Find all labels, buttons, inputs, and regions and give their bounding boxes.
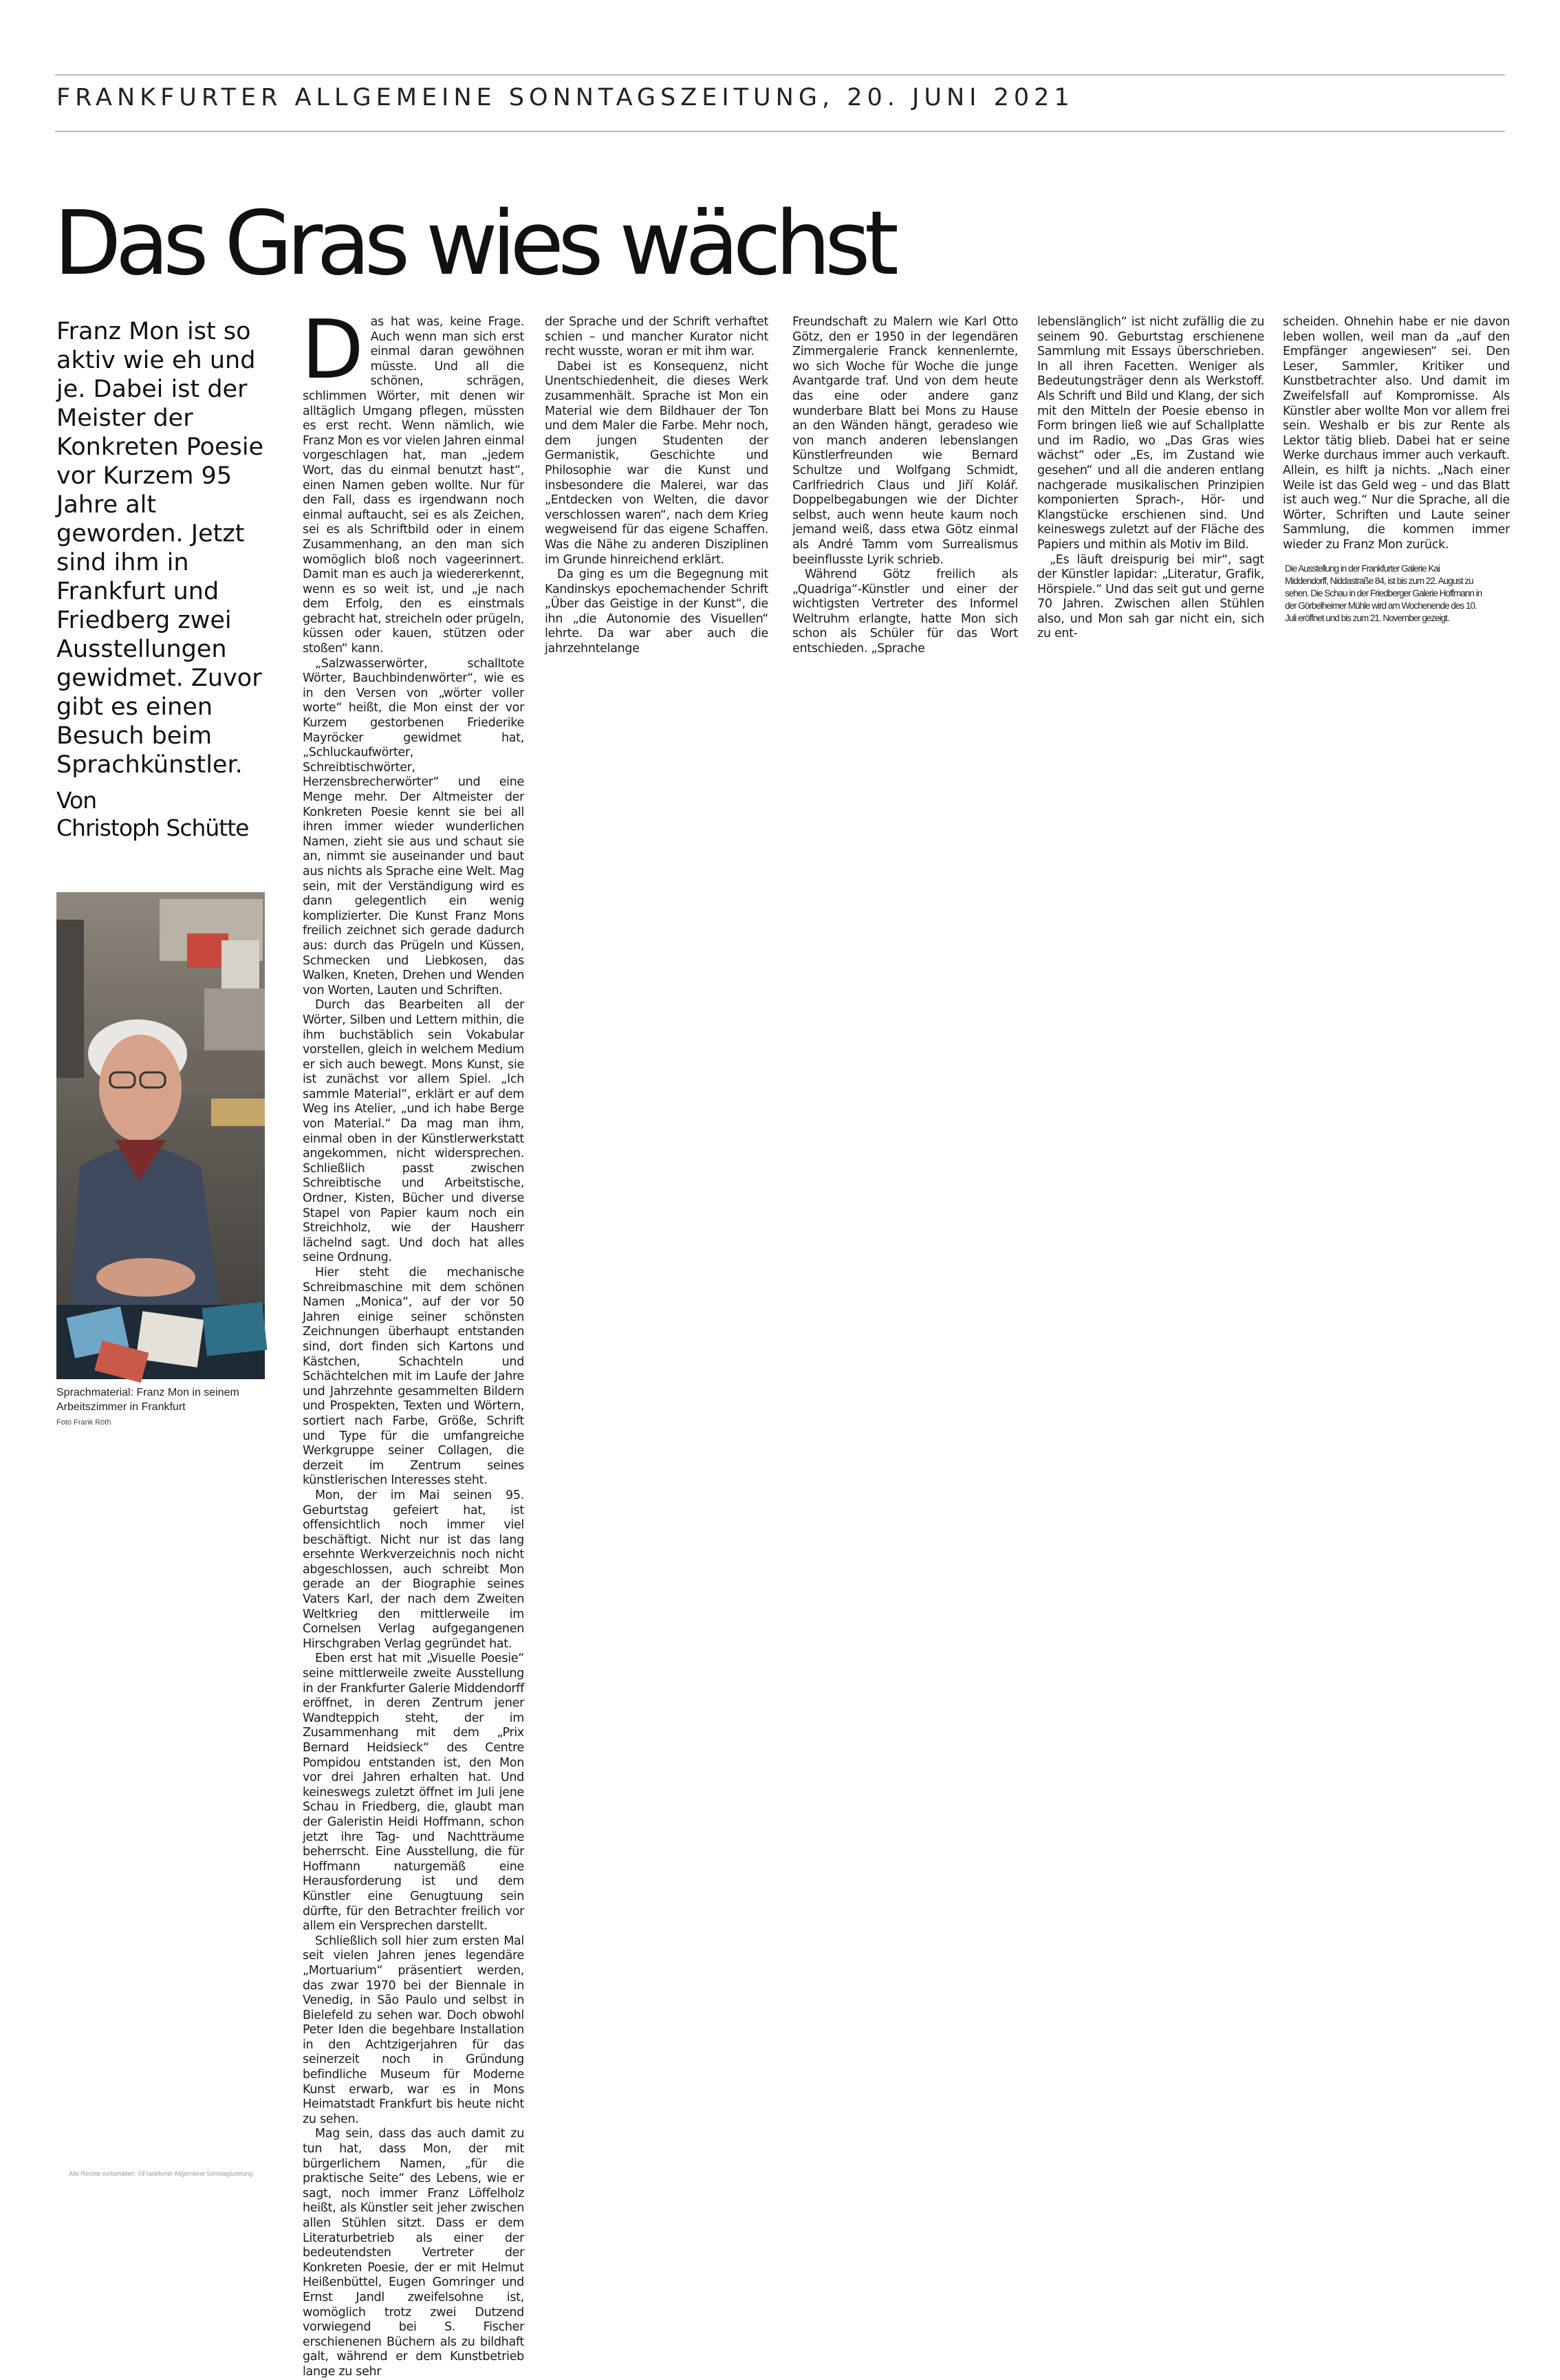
paragraph: lebenslänglich“ ist nicht zufällig die zu seinem 90. Geburtstag erschienene Sammlung mit Essays überschrieben. In all ihren Facetten. Weniger als Bedeutungsträger denn als Werkstoff. Als Schrift und Bild und Klang, der sich mit den Mitteln der Poesie ebenso in Form bringen ließ wie auf Schallplatte und im Radio, wo „Das Gras wies wächst“ oder „Es, im Zustand wie gesehen“ und all die anderen entlang nachgerade musikalischen Prinzipien komponierten Sprach-, Hör- und Klangstücke erschienen sind. Und keineswegs zuletzt auf der Fläche des Papiers und mithin als Motiv im Bild. bbox=[1037, 315, 1264, 552]
photo-caption: Sprachmaterial: Franz Mon in seinem Arbeitszimmer in Frankfurt bbox=[56, 1387, 239, 1413]
byline-prefix: Von bbox=[56, 787, 97, 814]
copyright-notice: Alle Rechte vorbehalten. ©Frankfurter Allgemeine Sonntagszeitung. bbox=[69, 2170, 254, 2177]
paragraph: Mon, der im Mai seinen 95. Geburtstag gefeiert hat, ist offensichtlich noch immer viel beschäftigt. Nicht nur ist das lang ersehnte Werkverzeichnis noch nicht abgeschlossen, auch schreibt Mon gerade an der Biographie seines Vaters Karl, der nach dem Zweiten Weltkrieg den mittlerweile im Cornelsen Verlag aufgegangenen Hirschgraben Verlag gegründet hat. bbox=[303, 1488, 524, 1651]
top-rule bbox=[55, 74, 1505, 76]
article-column-3 bbox=[792, 315, 1018, 656]
portrait-illustration bbox=[56, 892, 265, 1379]
masthead: FRANKFURTER ALLGEMEINE SONNTAGSZEITUNG, 20. JUNI 2021 bbox=[56, 84, 1074, 111]
paragraph: Während Götz freilich als „Quadriga“-Künstler und einer der wichtigsten Vertreter des Informel Weltruhm erlangte, hatte Mon sich schon als Schüler für das Wort entschieden. „Sprache bbox=[792, 567, 1018, 656]
paragraph: „Salzwasserwörter, schalltote Wörter, Bauchbindenwörter“, wie es in den Versen von „wörter voller worte“ heißt, die Mon einst der vor Kurzem gestorbenen Friederike Mayröcker gewidmet hat, „Schluckaufwörter, Schreibtischwörter, Herzensbrecherwörter“ und eine Menge mehr. Der Altmeister der Konkreten Poesie kennt sie bei all ihren immer wieder wunderlichen Namen, zieht sie aus und schaut sie an, nimmt sie auseinander und baut aus nichts als Sprache eine Welt. Mag sein, mit der Verständigung wird es dann gelegentlich ein wenig komplizierter. Die Kunst Franz Mons freilich zeichnet sich gerade dadurch aus: durch das Prügeln und Küssen, Schmecken und Liebkosen, das Walken, Kneten, Drehen und Wenden von Worten, Lauten und Schriften. bbox=[303, 656, 524, 997]
paragraph: as hat was, keine Frage. Auch wenn man sich erst einmal daran gewöhnen müsste. Und all die schönen, schrägen, schlimmen Wörter, mit denen wir alltäglich Umgang pflegen, müssten es erst recht. Wenn nämlich, wie Franz Mon es vor vielen Jahren einmal vorgeschlagen hat, man „jedem Wort, das du einmal benutzt hast“, einen Namen geben wollte. Nur für den Fall, dass es irgendwann noch einmal auftaucht, sei es als Zeichen, sei es als Schriftbild oder in einem Zusammenhang, an den man sich womöglich bloß noch vageerinnert. Damit man es auch ja wiedererkennt, wenn es so weit ist, und „je nach dem Erfolg, den es einstmals gebracht hat, streicheln oder prügeln, küssen oder kauen, stützen oder stoßen“ kann. bbox=[303, 315, 525, 656]
dropcap: D bbox=[301, 302, 364, 397]
byline bbox=[56, 787, 283, 842]
paragraph: Durch das Bearbeiten all der Wörter, Silben und Lettern mithin, die ihm buchstäblich sein Vokabular vorstellen, gleich in welchem Medium er sich auch bewegt. Mons Kunst, sie ist zunächst vor allem Spiel. „Ich sammle Material“, erklärt er auf dem Weg ins Atelier, „und ich habe Berge von Material.“ Da mag man ihm, einmal oben in der Künstlerwerkstatt angekommen, nicht widersprechen. Schließlich passt zwischen Schreibtische und Arbeitstische, Ordner, Kisten, Bücher und diverse Stapel von Papier kaum noch ein Streichholz, wie der Hausherr lächelnd sagt. Und doch hat alles seine Ordnung. bbox=[303, 998, 524, 1265]
portrait-photo bbox=[56, 892, 265, 1379]
article-column-4 bbox=[1037, 315, 1264, 641]
paragraph: Da ging es um die Begegnung mit Kandinskys epochemachender Schrift „Über das Geistige in der Kunst“, die ihn „die Autonomie des Visuellen“ lehrte. Da war aber auch die jahrzehntelange bbox=[545, 567, 768, 656]
article-column-5 bbox=[1283, 315, 1510, 556]
teaser bbox=[56, 317, 278, 779]
article-column-2 bbox=[545, 315, 768, 656]
paragraph: Schließlich soll hier zum ersten Mal seit vielen Jahren jenes legendäre „Mortuarium“ präsentiert werden, das zwar 1970 bei der Biennale in Venedig, in São Paulo und selbst in Bielefeld zu sehen war. Doch obwohl Peter Iden die begehbare Installation in den Achtzigerjahren für das seinerzeit noch in Gründung befindliche Museum für Moderne Kunst erwarb, war es in Mons Heimatstadt Frankfurt bis heute nicht zu sehen. bbox=[303, 1934, 524, 2126]
paragraph: Freundschaft zu Malern wie Karl Otto Götz, den er 1950 in der legendären Zimmergalerie Franck kennenlernte, wo sich Woche für Woche die junge Avantgarde traf. Und von dem heute das eine oder andere ganz wunderbare Blatt bei Mons zu Hause an den Wänden hängt, geradeso wie von manch anderen lebenslangen Künstlerfreunden wie Bernard Schultze und Wolfgang Schmidt, Carlfriedrich Claus und Jiří Kolář. Doppelbegabungen wie der Dichter selbst, auch wenn heute kaum noch jemand weiß, dass etwa Götz einmal als André Tamm vom Surrealismus beeinflusste Lyrik schrieb. bbox=[792, 315, 1018, 567]
paragraph: „Es läuft dreispurig bei mir“, sagt der Künstler lapidar: „Literatur, Grafik, Hörspiele.“ Und das seit gut und gerne 70 Jahren. Zwischen allen Stühlen also, und Mon sah gar nicht ein, sich zu ent- bbox=[1037, 552, 1264, 641]
masthead-bottom-rule bbox=[55, 131, 1505, 132]
paragraph: der Sprache und der Schrift verhaftet schien – und mancher Kurator nicht recht wusste, woran er mit ihm war. bbox=[545, 315, 768, 359]
paragraph: Mag sein, dass das auch damit zu tun hat, dass Mon, der mit bürgerlichem Namen, „für die praktische Seite“ des Lebens, wie er sagt, noch immer Franz Löffelholz heißt, als Künstler seit jeher zwischen allen Stühlen sitzt. Dass er dem Literaturbetrieb als einer der bedeutendsten Vertreter der Konkreten Poesie, der er mit Helmut Heißenbüttel, Eugen Gomringer und Ernst Jandl zweifelsohne ist, womöglich trotz zwei Dutzend vorwiegend bei S. Fischer erschienenen Büchern als zu bildhaft galt, während er dem Kunstbetrieb lange zu sehr bbox=[303, 2127, 524, 2379]
teaser-text: Franz Mon ist so aktiv wie eh und je. Dabei ist der Meister der Konkreten Poesie vor Kurzem 95 Jahre alt geworden. Jetzt sind ihm in Frankfurt und Friedberg zwei Ausstellungen gewidmet. Zuvor gibt es einen Besuch beim Sprachkünstler. bbox=[56, 318, 264, 779]
article-column-1 bbox=[301, 302, 525, 2379]
exhibition-info: Die Ausstellung in der Frankfurter Galerie Kai Middendorff, Niddastraße 84, ist bis zum 22. August zu sehen. Die Schau in der Friedberger Galerie Hoffmann in der Görbelheimer Mühle wird am Wochenende des 10. Juli eröffnet und bis zum 21. November gezeigt. bbox=[1285, 563, 1482, 623]
paragraph: scheiden. Ohnehin habe er nie davon leben wollen, weil man da „auf den Empfänger angewiesen“ sei. Den Leser, Sammler, Kritiker und Kunstbetrachter also. Und damit im Zweifelsfall auf Kompromisse. Als Künstler aber wollte Mon vor allem frei sein. Weshalb er bis zur Rente als Lektor tätig blieb. Dabei hat er seine Werke durchaus immer auch verkauft. Allein, es hilft ja nichts. „Nach einer Weile ist das Geld weg – und das Blatt ist auch weg.“ Nur die Sprache, all die Wörter, Schriften und Laute seiner Sammlung, die kommen immer wieder zu Franz Mon zurück. bbox=[1283, 315, 1510, 552]
paragraph: Hier steht die mechanische Schreibmaschine mit dem schönen Namen „Monica“, auf der vor 50 Jahren einige seiner schönsten Zeichnungen überhaupt entstanden sind, dort finden sich Kartons und Kästchen, Schachteln und Schächtelchen mit im Laufe der Jahre und Jahrzehnte gesammelten Bildern und Prospekten, Texten und Wörtern, sortiert nach Farbe, Größe, Schrift und Type für die umfangreiche Werkgruppe seiner Collagen, die derzeit im Zentrum seines künstlerischen Interesses steht. bbox=[303, 1266, 524, 1488]
paragraph: Eben erst hat mit „Visuelle Poesie“ seine mittlerweile zweite Ausstellung in der Frankfurter Galerie Middendorff eröffnet, in deren Zentrum jener Wandteppich steht, der im Zusammenhang mit dem „Prix Bernard Heidsieck“ des Centre Pompidou entstanden ist, den Mon vor drei Jahren erhalten hat. Und keineswegs zuletzt öffnet im Juli jene Schau in Friedberg, die, glaubt man der Galeristin Heidi Hoffmann, schon jetzt ihre Tag- und Nachtträume beherrscht. Eine Ausstellung, die für Hoffmann naturgemäß eine Herausforderung ist und dem Künstler eine Genugtuung sein dürfte, für den Betrachter freilich vor allem ein Versprechen darstellt. bbox=[303, 1652, 524, 1934]
byline-author: Christoph Schütte bbox=[56, 814, 249, 841]
headline: Das Gras wies wächst bbox=[54, 193, 893, 295]
paragraph: Dabei ist es Konsequenz, nicht Unentschiedenheit, die dieses Werk zusammenhält. Sprache ist Mon ein Material wie dem Bildhauer der Ton und dem Maler die Farbe. Mehr noch, dem jungen Studenten der Germanistik, Geschichte und Philosophie war die Kunst und insbesondere die Malerei, war das „Entdecken von Welten, die davor verschlossen waren“, nach dem Krieg wegweisend für das eigene Schaffen. Was die Nähe zu anderen Disziplinen im Grunde hinreichend erklärt. bbox=[545, 359, 768, 567]
photo-credit: Foto Frank Röth bbox=[56, 1418, 111, 1427]
column-1-body bbox=[301, 302, 525, 2380]
